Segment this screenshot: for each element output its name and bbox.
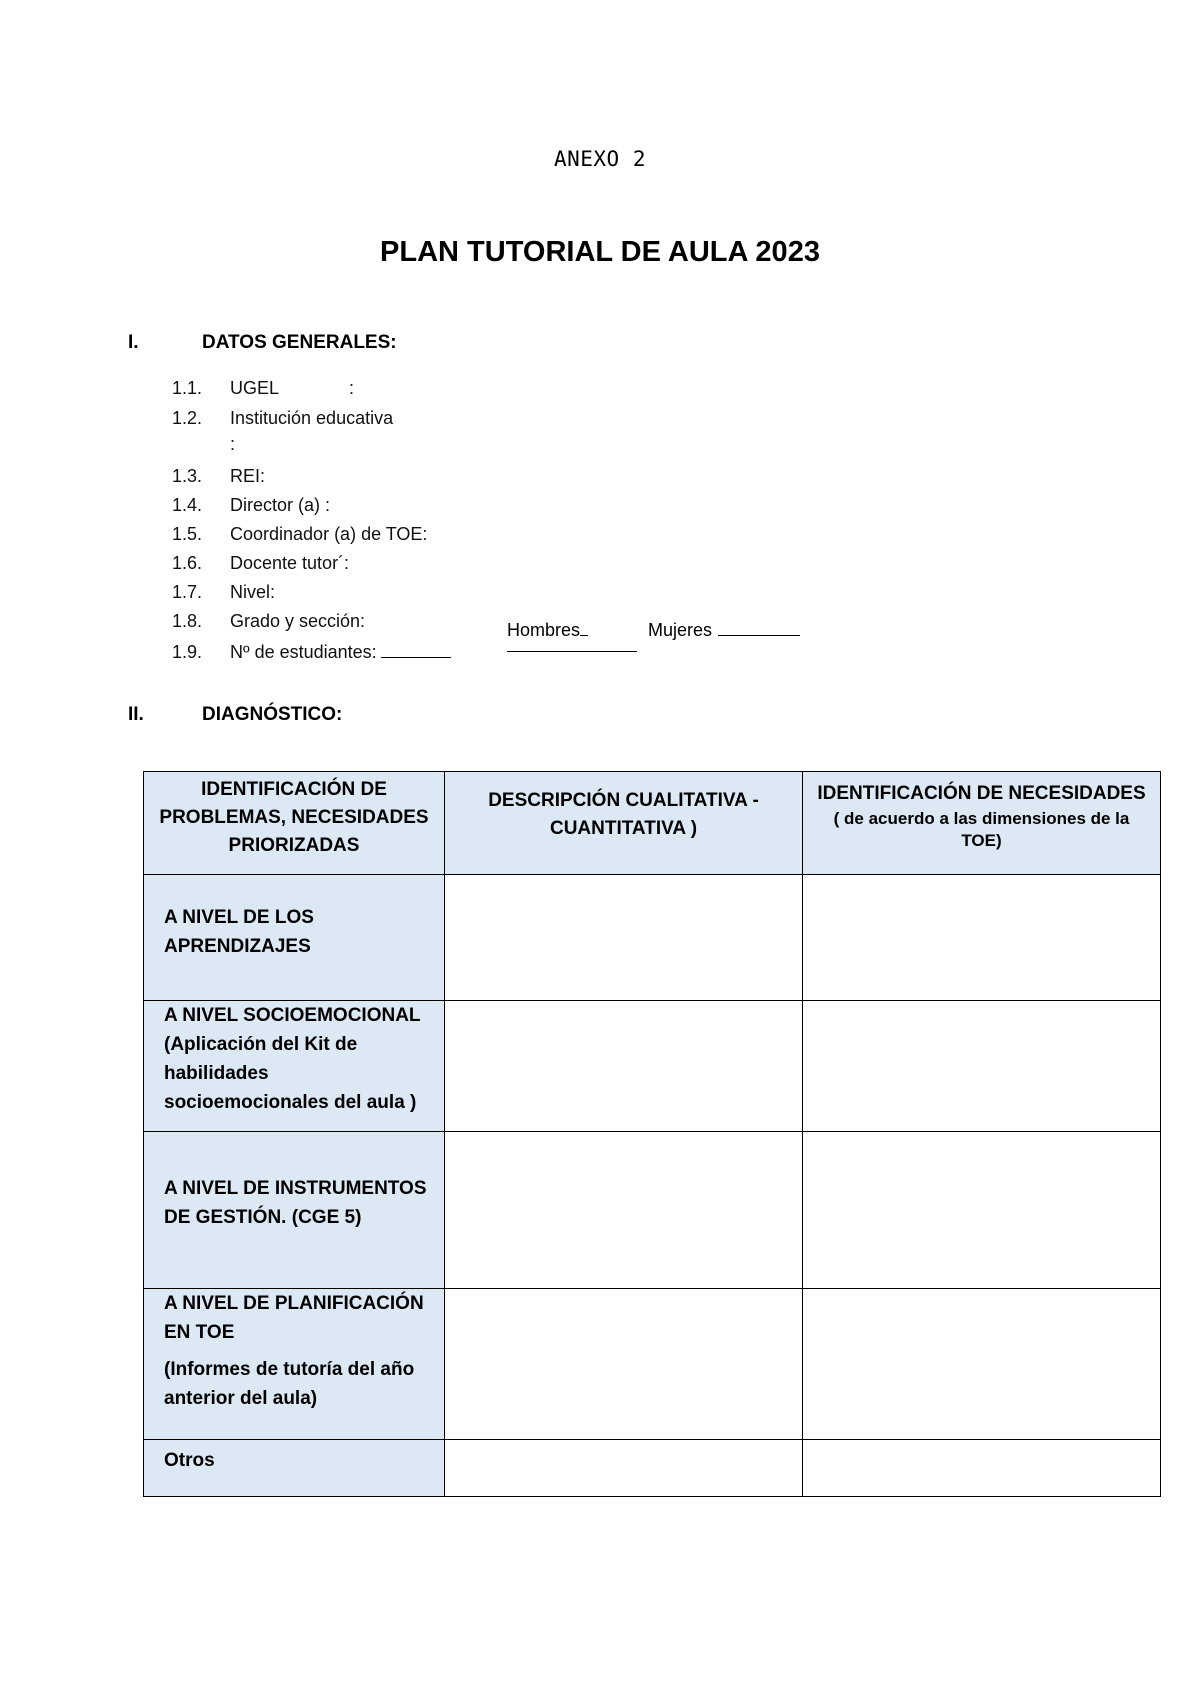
hombres-label: Hombres [507,620,581,640]
item-number: 1.5. [172,524,203,544]
item-docente [172,553,349,574]
item-label: Institución educativa [230,408,394,428]
diagnostic-table [143,771,1161,1497]
cell-necesidades[interactable] [803,1440,1161,1497]
item-label: REI: [230,466,266,486]
item-estudiantes [172,641,451,663]
item-grado [172,611,365,632]
hombres-continuation-blank[interactable] [507,651,637,652]
section-1-heading [128,332,397,354]
item-director [172,495,330,516]
document-title: PLAN TUTORIAL DE AULA 2023 [380,236,820,268]
item-number: 1.2. [172,408,203,428]
annex-label: ANEXO 2 [553,147,646,171]
section-2-heading [128,704,342,726]
item-institucion [172,408,393,429]
item-number: 1.9. [172,642,203,662]
cell-descripcion[interactable] [445,1289,803,1440]
header-descripcion: DESCRIPCIÓN CUALITATIVA - CUANTITATIVA ) [445,772,803,875]
section-1-title: DATOS GENERALES: [202,332,397,353]
item-coordinador [172,524,427,545]
item-label: Docente tutor´: [230,553,350,573]
item-number: 1.3. [172,466,203,486]
item-number: 1.4. [172,495,203,515]
mujeres-label: Mujeres [648,620,713,640]
cell-necesidades[interactable] [803,875,1161,1001]
table-header-row [144,772,1161,875]
table-row [144,1440,1161,1497]
item-label: Director (a) : [230,495,331,515]
item-institucion-colon: : [230,434,236,454]
hombres-blank[interactable] [580,619,588,636]
item-number: 1.1. [172,378,203,398]
item-label: Nivel: [230,582,276,602]
section-1-number: I. [128,332,139,353]
cell-descripcion[interactable] [445,1440,803,1497]
hombres-field [507,619,588,641]
row-label-otros: Otros [144,1440,445,1497]
section-2-title: DIAGNÓSTICO: [202,704,343,725]
mujeres-field [648,619,800,641]
row-label-aprendizajes: A NIVEL DE LOS APRENDIZAJES [144,875,445,1001]
cell-descripcion[interactable] [445,1001,803,1132]
item-label: Grado y sección: [230,611,366,631]
item-nivel [172,582,275,603]
row-label-socioemocional: A NIVEL SOCIOEMOCIONAL (Aplicación del Kit de habilidades socioemocionales del aula ) [144,1001,445,1132]
row-label-planificacion: A NIVEL DE PLANIFICACIÓN EN TOE (Informes de tutoría del año anterior del aula) [144,1289,445,1440]
item-ugel [172,378,354,399]
header-identificacion-problemas: IDENTIFICACIÓN DE PROBLEMAS, NECESIDADES PRIORIZADAS [144,772,445,875]
estudiantes-blank[interactable] [381,641,451,658]
table-row [144,875,1161,1001]
row-label-planificacion-note: (Informes de tutoría del año anterior del aula) [164,1359,415,1409]
cell-necesidades[interactable] [803,1001,1161,1132]
item-colon: : [349,378,355,398]
item-label: UGEL [230,378,280,398]
cell-necesidades[interactable] [803,1132,1161,1289]
mujeres-blank[interactable] [718,619,800,636]
row-label-instrumentos: A NIVEL DE INSTRUMENTOS DE GESTIÓN. (CGE 5) [144,1132,445,1289]
table-row [144,1132,1161,1289]
item-label: Nº de estudiantes: [230,642,377,662]
cell-descripcion[interactable] [445,1132,803,1289]
table-row [144,1001,1161,1132]
item-label: Coordinador (a) de TOE: [230,524,428,544]
header-note: ( de acuerdo a las dimensiones de la TOE) [833,809,1130,850]
cell-descripcion[interactable] [445,875,803,1001]
table-row [144,1289,1161,1440]
item-number: 1.8. [172,611,203,631]
item-rei [172,466,265,487]
item-number: 1.7. [172,582,203,602]
cell-necesidades[interactable] [803,1289,1161,1440]
item-number: 1.6. [172,553,203,573]
section-2-number: II. [128,704,144,725]
header-identificacion-necesidades: IDENTIFICACIÓN DE NECESIDADES ( de acuerdo a las dimensiones de la TOE) [803,772,1161,875]
